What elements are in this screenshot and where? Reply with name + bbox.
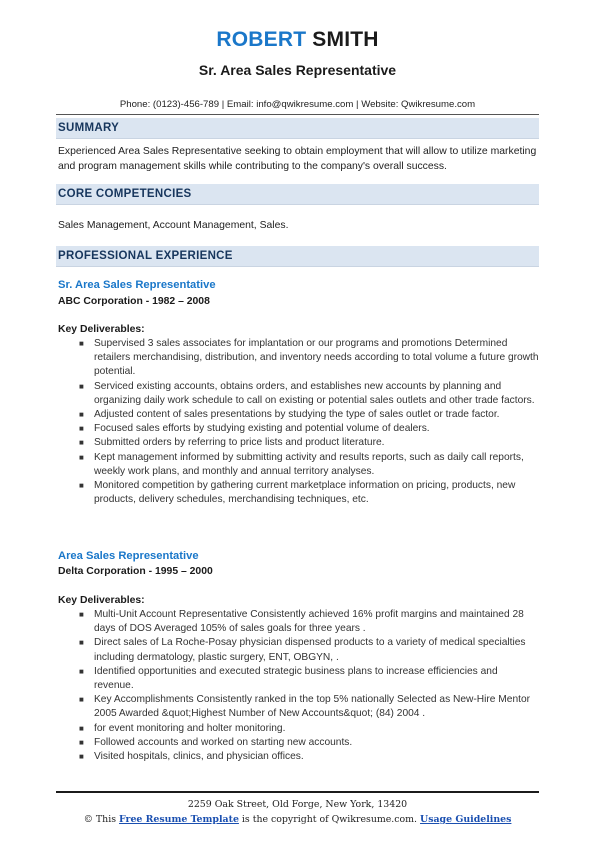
copyright-middle: is the copyright of Qwikresume.com. (241, 814, 418, 825)
competencies-text: Sales Management, Account Management, Sales. (58, 220, 289, 231)
bullet-icon: ■ (79, 339, 84, 348)
bullet-icon: ■ (79, 752, 84, 762)
list-item: ■ Multi-Unit Account Representative Consistently achieved 16% profit margins and maintained 28 days of DOS Averaged 105% of sales goals for three years . (79, 609, 524, 635)
bullet-icon: ■ (79, 737, 84, 747)
job-1-deliverables-list (0, 337, 540, 507)
job-company: ABC Corporation - 1982 – 2008 (58, 296, 210, 307)
footer-divider (56, 791, 539, 793)
candidate-name (0, 27, 595, 53)
bullet-icon: ■ (79, 723, 84, 733)
list-item: ■ for event monitoring and holter monitoring. (0, 722, 540, 736)
bullet-icon: ■ (79, 424, 84, 434)
list-item: ■ Kept management informed by submitting activity and results reports, such as daily call reports, weekly work plans, and monthly and annual territory analyses. (79, 451, 524, 477)
header-divider (56, 114, 539, 115)
summary-section-header (56, 118, 539, 139)
key-deliverables-label: Key Deliverables: (58, 324, 145, 335)
last-name: SMITH (312, 28, 379, 51)
list-item: ■ Adjusted content of sales presentations by studying the type of sales outlet or trade factor. (0, 408, 540, 422)
footer-address: 2259 Oak Street, Old Forge, New York, 13420 (187, 799, 408, 810)
list-item: ■ Serviced existing accounts, obtains orders, and establishes new accounts by planning and organizing daily work schedule to call on existing or potential sales outlets and other trade factors. (79, 380, 535, 406)
list-item: ■ Direct sales of La Roche-Posay physician dispensed products to a variety of medical specialties including dermatology, plastic surgery, ENT, OBGYN, . (79, 637, 526, 663)
list-item: ■ Identified opportunities and executed strategic business plans to increase efficiencies and revenue. (79, 665, 498, 692)
job-title: Sr. Area Sales Representative (198, 62, 397, 78)
job-role: Area Sales Representative (58, 550, 199, 562)
job-role: Sr. Area Sales Representative (58, 279, 216, 291)
bullet-icon: ■ (79, 481, 84, 491)
usage-guidelines-link[interactable]: Usage Guidelines (420, 814, 512, 825)
free-resume-template-link[interactable]: Free Resume Template (119, 814, 239, 825)
list-item: ■ Monitored competition by gathering current marketplace information on pricing, products, new products, delivery schedules, merchandising techniques, etc. (79, 480, 516, 506)
competencies-section-header (56, 184, 539, 205)
footer-copyright (0, 814, 595, 826)
key-deliverables-label: Key Deliverables: (58, 595, 145, 606)
bullet-icon: ■ (79, 410, 84, 420)
list-item: ■ Followed accounts and worked on starting new accounts. (0, 736, 540, 750)
bullet-icon: ■ (79, 638, 84, 648)
first-name: ROBERT (216, 28, 307, 51)
experience-section-header (56, 246, 539, 267)
list-item: ■ Supervised 3 sales associates for implantation or our programs and promotions Determined retailers merchandising, distribution, and inventory needs according to total volume a future growth potential. (79, 338, 539, 378)
contact-line: Phone: (0123)-456-789 | Email: info@qwikresume.com | Website: Qwikresume.com (119, 99, 476, 110)
bullet-icon: ■ (79, 610, 84, 619)
list-item: ■ Key Accomplishments Consistently ranked in the top 5% nationally Selected as New-Hire Mentor 2005 Awarded &quot;Highest Number of New Accounts&quot; (84) 2004 . (79, 694, 531, 720)
bullet-icon: ■ (79, 695, 84, 705)
job-company: Delta Corporation - 1995 – 2000 (58, 566, 213, 577)
summary-heading: SUMMARY (58, 122, 120, 134)
copyright-prefix: © This (83, 814, 117, 825)
list-item: ■ Submitted orders by referring to price lists and product literature. (0, 436, 540, 450)
competencies-heading: CORE COMPETENCIES (58, 188, 192, 200)
bullet-icon: ■ (79, 452, 84, 462)
list-item: ■ Focused sales efforts by studying existing and potential volume of dealers. (0, 422, 540, 436)
bullet-icon: ■ (79, 438, 84, 448)
list-item: ■ Visited hospitals, clinics, and physician offices. (0, 750, 540, 764)
bullet-icon: ■ (79, 666, 84, 676)
summary-text: Experienced Area Sales Representative seeking to obtain employment that will allow to utilize marketing and program management skills while contributing to the company's overall success. (58, 146, 537, 172)
job-2-deliverables-list (0, 608, 540, 764)
experience-heading: PROFESSIONAL EXPERIENCE (58, 250, 233, 262)
bullet-icon: ■ (79, 381, 84, 391)
